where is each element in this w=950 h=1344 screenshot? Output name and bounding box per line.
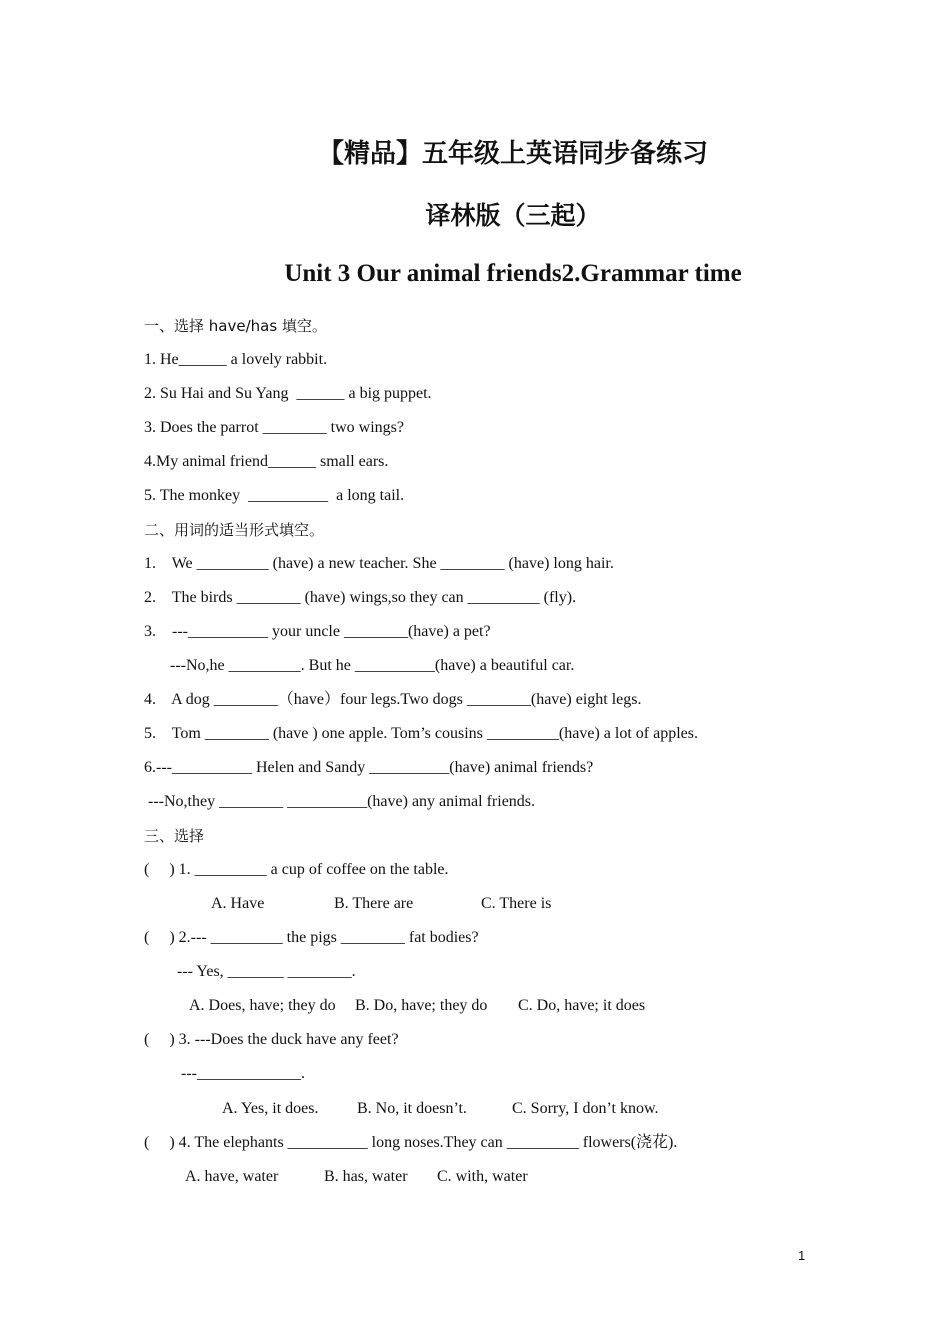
section3-heading: 三、选择 <box>144 827 205 845</box>
section2-heading: 二、用词的适当形式填空。 <box>144 521 325 539</box>
section1-item: 3. Does the parrot ________ two wings? <box>144 419 404 436</box>
document-title: 【精品】五年级上英语同步备练习 <box>317 139 708 169</box>
question-stem: ( ) 4. The elephants __________ long noses.They can _________ flowers(浇花). <box>144 1134 678 1151</box>
option-c: C. with, water <box>437 1168 528 1185</box>
section2-item: 4. A dog ________（have）four legs.Two dogs ________(have) eight legs. <box>144 691 642 708</box>
section1-item: 1. He______ a lovely rabbit. <box>144 351 328 368</box>
option-c: C. Sorry, I don’t know. <box>512 1100 659 1117</box>
option-b: B. No, it doesn’t. <box>357 1100 467 1117</box>
unit-title: Unit 3 Our animal friends2.Grammar time <box>284 260 742 287</box>
section1-item: 5. The monkey __________ a long tail. <box>144 487 405 504</box>
section1-item: 4.My animal friend______ small ears. <box>144 453 389 470</box>
section2-item: 6.---__________ Helen and Sandy __________(have) animal friends? <box>144 759 594 776</box>
option-a: A. Does, have; they do <box>189 997 336 1014</box>
option-b: B. There are <box>334 895 414 912</box>
question-answer-line: ---_____________. <box>181 1065 305 1082</box>
section1-heading: 一、选择 have/has 填空。 <box>144 317 327 335</box>
section2-item: 3. ---__________ your uncle ________(have) a pet? <box>144 623 491 640</box>
option-a: A. have, water <box>185 1168 279 1185</box>
option-b: B. Do, have; they do <box>355 997 488 1014</box>
option-c: C. There is <box>481 895 552 912</box>
section2-item: ---No,they ________ __________(have) any animal friends. <box>148 793 536 810</box>
question-stem: ( ) 3. ---Does the duck have any feet? <box>144 1031 399 1048</box>
section1-item: 2. Su Hai and Su Yang ______ a big puppet. <box>144 385 432 402</box>
page-number: 1 <box>798 1248 806 1263</box>
option-a: A. Have <box>211 895 265 912</box>
section2-item: 2. The birds ________ (have) wings,so they can _________ (fly). <box>144 589 577 606</box>
section2-item: 5. Tom ________ (have ) one apple. Tom’s cousins _________(have) a lot of apples. <box>144 725 698 742</box>
option-c: C. Do, have; it does <box>518 997 646 1014</box>
option-b: B. has, water <box>324 1168 408 1185</box>
section2-item: ---No,he _________. But he __________(have) a beautiful car. <box>170 657 575 674</box>
option-a: A. Yes, it does. <box>222 1100 319 1117</box>
question-stem: ( ) 2.--- _________ the pigs ________ fat bodies? <box>144 929 479 946</box>
question-answer-line: --- Yes, _______ ________. <box>177 963 356 980</box>
document-subtitle: 译林版（三起） <box>425 201 601 230</box>
section2-item: 1. We _________ (have) a new teacher. She ________ (have) long hair. <box>144 555 614 572</box>
question-stem: ( ) 1. _________ a cup of coffee on the table. <box>144 861 449 878</box>
